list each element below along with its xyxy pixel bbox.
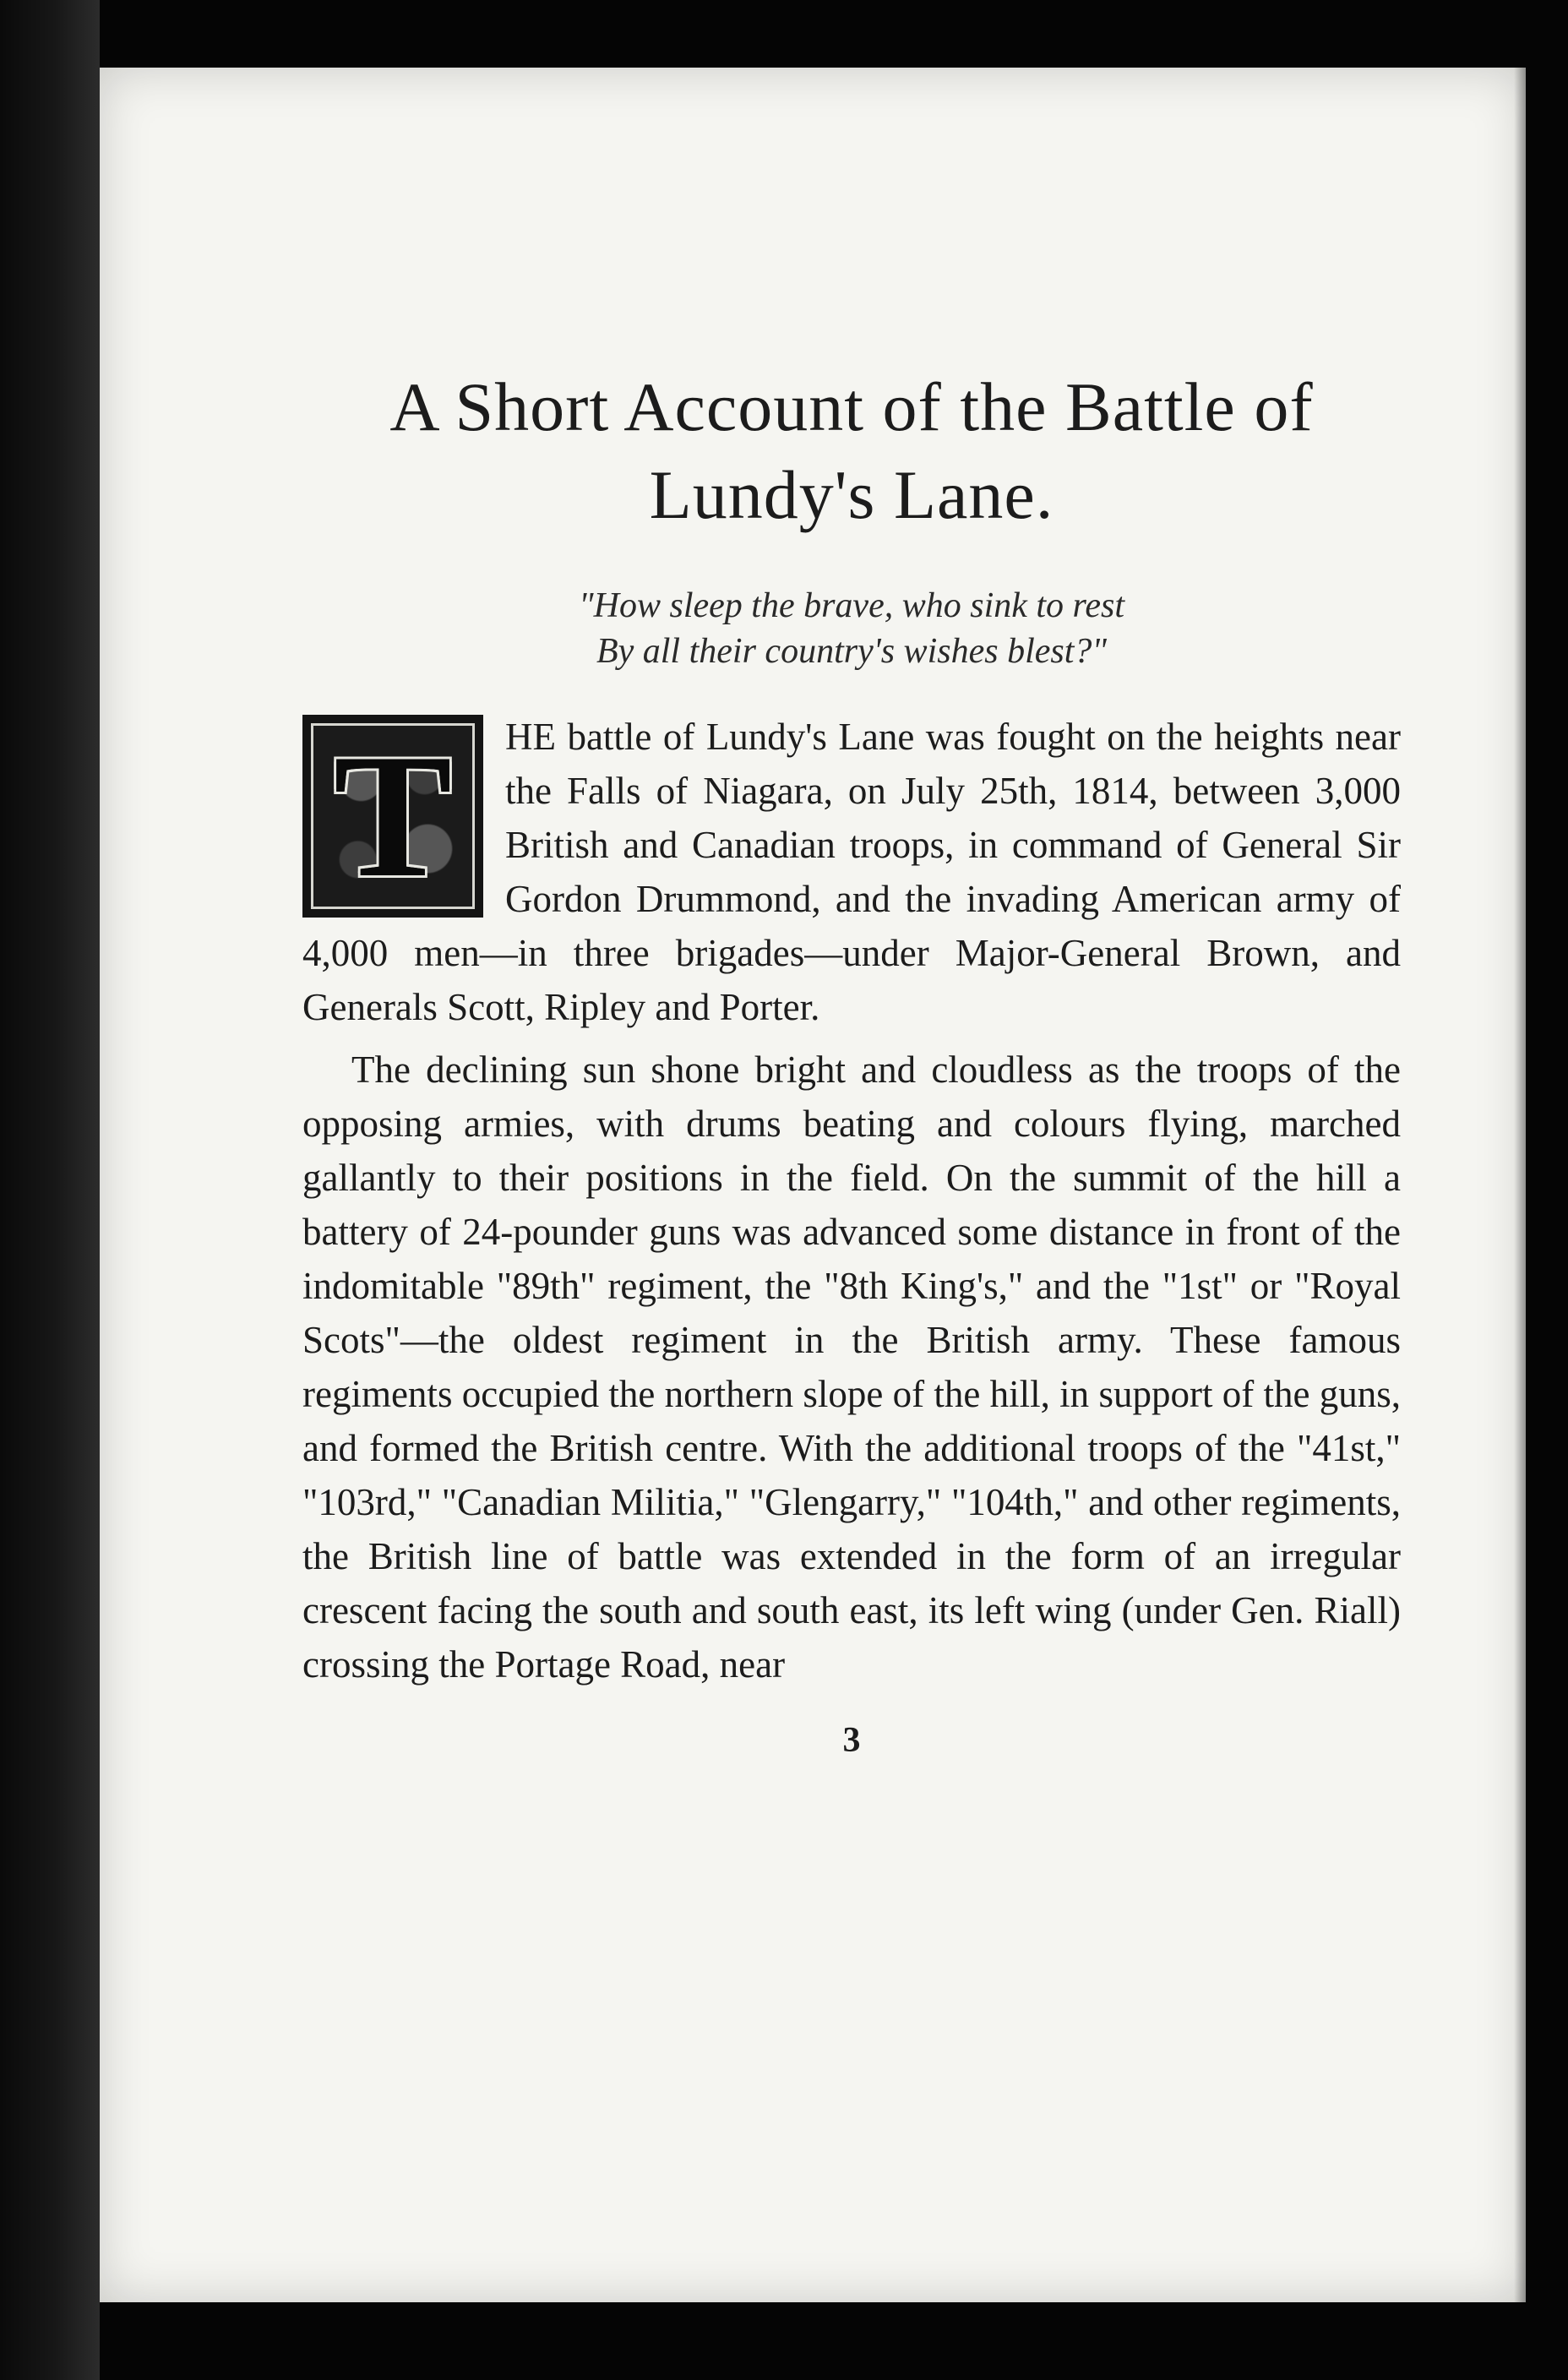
paragraph-2: The declining sun shone bright and cloudless as the troops of the opposing armies, with drums beating and colours flying, marched gallantly to their positions in the field. On the summit of the hill a battery of 24-pounder guns was advanced some distance in front of the indomitable "89th" regiment, the "8th King's," and the "1st" or "Royal Scots"—the oldest regiment in the British army. These famous regiments occupied the northern slope of the hill, in support of the guns, and formed the British centre. With the additional troops of the "41st," "103rd," "Canadian Militia," "Glengarry," "104th," and other regiments, the British line of battle was extended in the form of an irregular crescent facing the south and south east, its left wing (under Gen. Riall) crossing the Portage Road, near [302, 1048, 1401, 1686]
page-number: 3 [842, 1721, 861, 1760]
drop-cap-ornament [302, 715, 483, 918]
page-title: A Short Account of the Battle of Lundy's Lane. [389, 368, 1314, 533]
paragraph-1 [302, 710, 1401, 1034]
body-text [302, 710, 1401, 1691]
page-content [302, 363, 1401, 1761]
page-edge-shadow [1514, 68, 1526, 2302]
book-page [100, 68, 1526, 2302]
epigraph-line-2: By all their country's wishes blest?" [596, 632, 1108, 671]
epigraph-line-1: "How sleep the brave, who sink to rest [579, 586, 1124, 625]
epigraph [302, 583, 1401, 674]
drop-cap-letter: T [333, 718, 453, 914]
paragraph-1-text: HE battle of Lundy's Lane was fought on the heights near the Falls of Niagara, on July 25th, 1814, between 3,000 British and Canadian troops, in command of General Sir Gordon Drummond, and the invading American army of 4,000 men—in three brigades—under Major-General Brown, and Generals Scott, Ripley and Porter. [302, 716, 1401, 1028]
scan-left-margin [0, 0, 100, 2380]
